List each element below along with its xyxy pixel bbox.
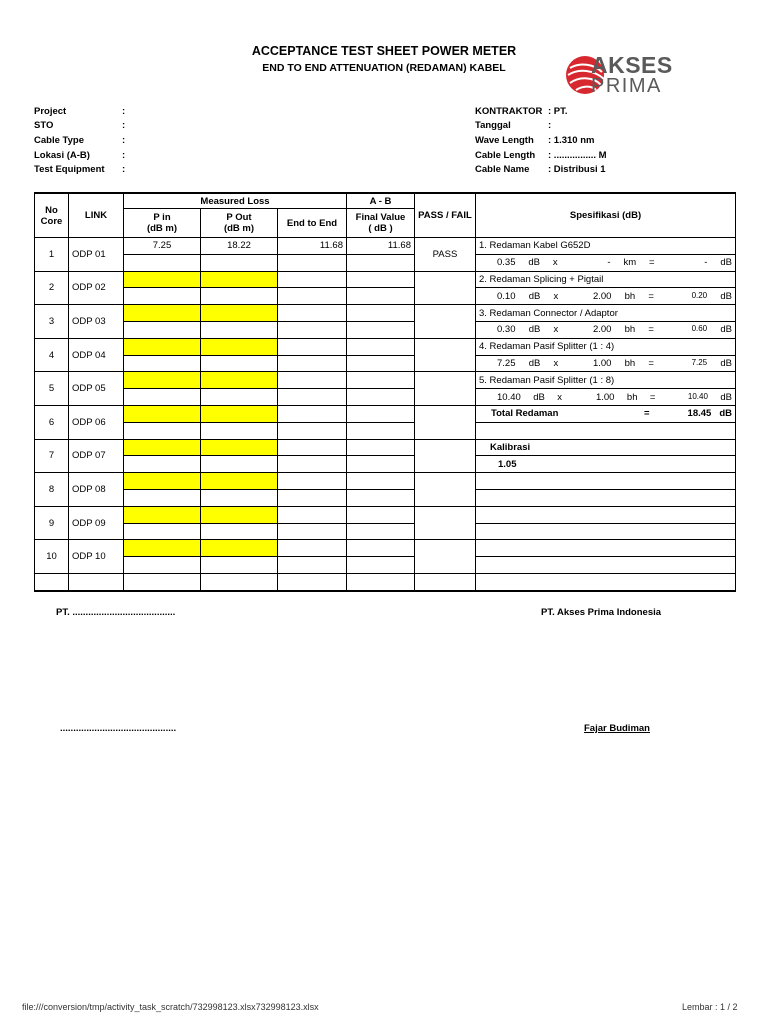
header-p-out: P Out (dB m)	[201, 209, 278, 238]
row-p-out[interactable]: 18.22	[201, 238, 278, 255]
row-p-in[interactable]	[124, 540, 201, 557]
project-label: Project	[34, 106, 67, 117]
spec-4-calc: 7.25 dB x 1.00 bh = 7.25 dB	[476, 355, 736, 372]
header-a-b: A - B	[347, 193, 415, 209]
table-row	[35, 540, 736, 557]
header-measured-loss: Measured Loss	[124, 193, 347, 209]
kontraktor-value: : PT.	[548, 106, 568, 117]
row-p-in[interactable]	[124, 372, 201, 389]
row-link: ODP 02	[69, 271, 124, 305]
cable-length-label: Cable Length	[475, 150, 536, 161]
row-p-in[interactable]	[124, 305, 201, 322]
document-title: ACCEPTANCE TEST SHEET POWER METER	[251, 44, 517, 58]
row-p-out[interactable]	[201, 338, 278, 355]
row-final-value: 11.68	[347, 238, 415, 255]
header-spesifikasi: Spesifikasi (dB)	[476, 193, 736, 238]
row-no: 7	[35, 439, 69, 473]
row-link: ODP 01	[69, 238, 124, 272]
row-p-in[interactable]	[124, 271, 201, 288]
spec-2-calc: 0.10 dB x 2.00 bh = 0.20 dB	[476, 288, 736, 305]
row-end-to-end: 11.68	[278, 238, 347, 255]
table-row	[35, 372, 736, 389]
row-p-out[interactable]	[201, 271, 278, 288]
spec-1-calc: 0.35 dB x - km = - dB	[476, 254, 736, 271]
row-no: 9	[35, 506, 69, 540]
cable-length-value: : ................ M	[548, 150, 607, 161]
logo-text-akses: AKSES	[591, 52, 673, 78]
table-row	[35, 506, 736, 523]
wave-length-label: Wave Length	[475, 135, 534, 146]
header-no-core: No Core	[35, 193, 69, 238]
row-no: 4	[35, 338, 69, 372]
kontraktor-label: KONTRAKTOR	[475, 106, 543, 117]
sto-label: STO	[34, 120, 54, 131]
row-link: ODP 10	[69, 540, 124, 574]
row-no: 8	[35, 473, 69, 507]
row-p-out[interactable]	[201, 473, 278, 490]
header-p-in: P in (dB m)	[124, 209, 201, 238]
row-link: ODP 06	[69, 405, 124, 439]
row-link: ODP 04	[69, 338, 124, 372]
lokasi-label: Lokasi (A-B)	[34, 150, 90, 161]
row-p-in[interactable]	[124, 405, 201, 422]
row-link: ODP 03	[69, 305, 124, 339]
tanggal-label: Tanggal	[475, 120, 511, 131]
spec-5-calc: 10.40 dB x 1.00 bh = 10.40 dB	[476, 389, 736, 406]
left-company: PT. .......................................	[56, 607, 176, 618]
document-subtitle: END TO END ATTENUATION (REDAMAN) KABEL	[262, 62, 506, 74]
total-redaman: Total Redaman = 18.45 dB	[476, 405, 736, 422]
row-link: ODP 07	[69, 439, 124, 473]
table-row	[35, 271, 736, 288]
row-p-in[interactable]	[124, 506, 201, 523]
row-p-in[interactable]	[124, 439, 201, 456]
spec-3-calc: 0.30 dB x 2.00 bh = 0.60 dB	[476, 321, 736, 338]
row-p-in[interactable]: 7.25	[124, 238, 201, 255]
logo-text-prima: PRIMA	[591, 75, 662, 97]
left-signature: ............................................	[60, 723, 177, 734]
measurement-table	[34, 192, 736, 592]
row-no: 3	[35, 305, 69, 339]
row-result: PASS	[415, 238, 476, 272]
row-p-out[interactable]	[201, 305, 278, 322]
lokasi-sep: :	[122, 150, 126, 161]
row-p-in[interactable]	[124, 473, 201, 490]
page-indicator: Lembar : 1 / 2	[682, 1002, 738, 1012]
table-row	[35, 405, 736, 422]
cable-name-label: Cable Name	[475, 164, 530, 175]
test-equipment-label: Test Equipment	[34, 164, 105, 175]
table-row	[35, 439, 736, 456]
kalibrasi-label: Kalibrasi	[476, 439, 736, 456]
row-no: 2	[35, 271, 69, 305]
cable-type-label: Cable Type	[34, 135, 84, 146]
row-p-out[interactable]	[201, 372, 278, 389]
test-equipment-sep: :	[122, 164, 126, 175]
row-no: 5	[35, 372, 69, 406]
row-no: 1	[35, 238, 69, 272]
spec-1-title: 1. Redaman Kabel G652D	[476, 238, 736, 255]
spec-3-title: 3. Redaman Connector / Adaptor	[476, 305, 736, 322]
spec-5-title: 5. Redaman Pasif Splitter (1 : 8)	[476, 372, 736, 389]
row-p-out[interactable]	[201, 439, 278, 456]
file-path: file:///conversion/tmp/activity_task_scratch/732998123.xlsx732998123.xlsx	[22, 1002, 319, 1012]
row-no: 6	[35, 405, 69, 439]
header-end-to-end: End to End	[278, 209, 347, 238]
row-link: ODP 05	[69, 372, 124, 406]
spec-2-title: 2. Redaman Splicing + Pigtail	[476, 271, 736, 288]
spec-4-title: 4. Redaman Pasif Splitter (1 : 4)	[476, 338, 736, 355]
row-link: ODP 09	[69, 506, 124, 540]
row-p-out[interactable]	[201, 405, 278, 422]
kalibrasi-value: 1.05	[476, 456, 736, 473]
table-row	[35, 305, 736, 322]
table-row	[35, 473, 736, 490]
row-p-out[interactable]	[201, 506, 278, 523]
header-link: LINK	[69, 193, 124, 238]
header-final-value: Final Value ( dB )	[347, 209, 415, 238]
row-link: ODP 08	[69, 473, 124, 507]
tanggal-value: :	[548, 120, 552, 131]
sto-sep: :	[122, 120, 126, 131]
table-row	[35, 238, 736, 255]
right-signature-name: Fajar Budiman	[584, 723, 650, 734]
right-company: PT. Akses Prima Indonesia	[541, 607, 662, 618]
table-row	[35, 338, 736, 355]
row-p-out[interactable]	[201, 540, 278, 557]
cable-name-value: : Distribusi 1	[548, 164, 606, 175]
header-pass-fail: PASS / FAIL	[415, 193, 476, 238]
project-sep: :	[122, 106, 126, 117]
row-p-in[interactable]	[124, 338, 201, 355]
cable-type-sep: :	[122, 135, 126, 146]
wave-length-value: : 1.310 nm	[548, 135, 595, 146]
row-no: 10	[35, 540, 69, 574]
